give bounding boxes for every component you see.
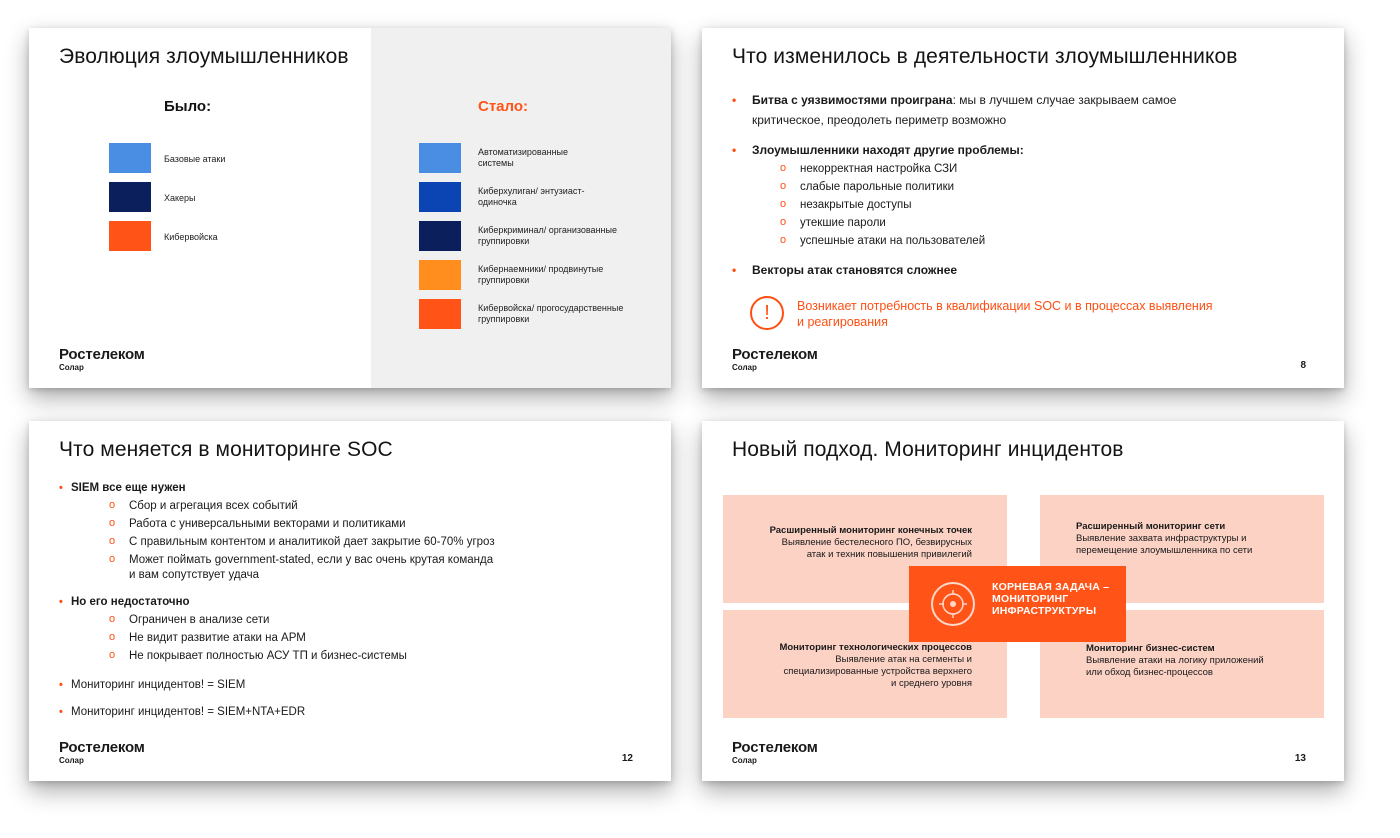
sub-item: o Работа с универсальными векторами и политиками <box>59 517 659 532</box>
quadrant-line: Выявление захвата инфраструктуры и <box>1076 533 1247 544</box>
quadrant-line: перемещение злоумышленника по сети <box>1076 545 1253 556</box>
legend-swatch <box>109 182 151 212</box>
quadrant-line: или обход бизнес-процессов <box>1086 667 1213 678</box>
legend-label: Кибернаемники/ продвинутые группировки <box>478 264 604 285</box>
legend-label: Базовые атаки <box>164 154 226 164</box>
monitoring-icon <box>931 582 975 626</box>
quadrant-text <box>770 525 972 561</box>
logo-sub: Солар <box>59 363 84 372</box>
root-task-text <box>992 581 1109 617</box>
bullet-text: критическое, преодолеть периметр возможно <box>752 113 1007 127</box>
slide-attacker-changes[interactable] <box>702 28 1344 388</box>
slide-title: Что изменилось в деятельности злоумышленников <box>732 45 1238 68</box>
sub-item: o незакрытые доступы <box>732 196 1292 214</box>
sub-item: o Ограничен в анализе сети <box>59 613 659 628</box>
page-number: 13 <box>1294 753 1306 764</box>
bullet-item: • Но его недостаточно <box>59 595 659 610</box>
slide-title: Что меняется в мониторинге SOC <box>59 438 393 461</box>
bullet-continuation <box>732 110 1292 130</box>
quadrant-line: Выявление атаки на логику приложений <box>1086 655 1264 666</box>
root-task-box <box>909 566 1126 642</box>
logo-sub: Солар <box>59 756 84 765</box>
root-task-line: КОРНЕВАЯ ЗАДАЧА – <box>992 581 1110 593</box>
legend-label: Киберкриминал/ организованные группировки <box>478 225 617 246</box>
bullet-list <box>59 481 659 720</box>
legend-swatch <box>109 221 151 251</box>
quadrant-text <box>1076 521 1252 557</box>
legend-swatch <box>419 182 461 212</box>
legend-swatch <box>109 143 151 173</box>
sub-item-continuation: и вам сопутствует удача <box>129 569 260 581</box>
logo-sub: Солар <box>732 756 757 765</box>
sub-item: o слабые парольные политики <box>732 178 1292 196</box>
bullet-text: : мы в лучшем случае закрываем самое <box>952 93 1177 107</box>
slide-title: Новый подход. Мониторинг инцидентов <box>732 438 1124 461</box>
legend-label: Кибервойска/ прогосударственные группировки <box>478 303 624 324</box>
rostelecom-logo <box>732 740 818 765</box>
quadrant-line: специализированные устройства верхнего <box>783 666 972 677</box>
legend-label: Киберхулиган/ энтузиаст-одиночка <box>478 186 585 207</box>
root-task-line: МОНИТОРИНГ <box>992 593 1069 605</box>
legend-swatch <box>419 143 461 173</box>
sub-item: o успешные атаки на пользователей <box>732 232 1292 250</box>
rostelecom-logo <box>59 740 145 765</box>
bullet-bold: Битва с уязвимостями проиграна <box>752 93 953 107</box>
sub-item: o Не видит развитие атаки на АРМ <box>59 631 659 646</box>
slide-evolution[interactable] <box>29 28 671 388</box>
legend-swatch <box>419 299 461 329</box>
quadrant-text <box>1086 643 1264 679</box>
root-task-line: ИНФРАСТРУКТУРЫ <box>992 605 1097 617</box>
slide-title: Эволюция злоумышленников <box>59 45 349 68</box>
quadrant-line: Выявление атак на сегменты и <box>835 654 972 665</box>
warning-text <box>797 298 1267 330</box>
warning-line: Возникает потребность в квалификации SOC и в процессах выявления <box>797 299 1213 313</box>
quadrant-title: Мониторинг технологических процессов <box>779 642 972 653</box>
logo-main: Ростелеком <box>732 346 818 363</box>
bullet-item: • Мониторинг инцидентов! = SIEM <box>59 678 659 693</box>
sub-item: o Может поймать government-stated, если у вас очень крутая команда <box>59 553 659 568</box>
bullet-item: • SIEM все еще нужен <box>59 481 659 496</box>
rostelecom-logo <box>59 347 145 372</box>
legend-swatch <box>419 221 461 251</box>
bullet-item: • Мониторинг инцидентов! = SIEM+NTA+EDR <box>59 705 659 720</box>
legend-label: Хакеры <box>164 193 196 203</box>
logo-sub: Солар <box>732 363 757 372</box>
logo-main: Ростелеком <box>732 739 818 756</box>
legend-label: Автоматизированные системы <box>478 147 569 168</box>
after-heading: Стало: <box>478 98 529 115</box>
quadrant-title: Расширенный мониторинг конечных точек <box>769 525 972 536</box>
quadrant-text <box>779 642 972 690</box>
legend-label: Кибервойска <box>164 232 218 242</box>
after-panel <box>371 28 671 388</box>
page-number: 12 <box>621 753 633 764</box>
before-heading: Было: <box>164 98 212 115</box>
quadrant-line: Выявление бестелесного ПО, безвирусных <box>781 537 972 548</box>
bullet-list <box>732 90 1292 280</box>
bullet-item <box>732 90 1292 110</box>
page-number: 8 <box>1300 360 1306 371</box>
slide-soc-monitoring[interactable] <box>29 421 671 781</box>
logo-main: Ростелеком <box>59 739 145 756</box>
warning-line: и реагирования <box>797 315 888 329</box>
warning-icon: ! <box>750 296 784 330</box>
sub-item: o утекшие пароли <box>732 214 1292 232</box>
sub-item: o Не покрывает полностью АСУ ТП и бизнес-системы <box>59 649 659 664</box>
logo-main: Ростелеком <box>59 346 145 363</box>
bullet-item: • Векторы атак становятся сложнее <box>732 260 1292 280</box>
quadrant-line: и среднего уровня <box>891 678 972 689</box>
sub-item: o С правильным контентом и аналитикой дает закрытие 60-70% угроз <box>59 535 659 550</box>
bullet-item: • Злоумышленники находят другие проблемы: <box>732 140 1292 160</box>
sub-item: o некорректная настройка СЗИ <box>732 160 1292 178</box>
legend-swatch <box>419 260 461 290</box>
slide-new-approach[interactable] <box>702 421 1344 781</box>
rostelecom-logo <box>732 347 818 372</box>
quadrant-line: атак и техник повышения привилегий <box>806 549 972 560</box>
quadrant-title: Мониторинг бизнес-систем <box>1086 643 1215 654</box>
sub-item: o Сбор и агрегация всех событий <box>59 499 659 514</box>
monitoring-icon-graphic <box>933 584 973 624</box>
quadrant-title: Расширенный мониторинг сети <box>1076 521 1226 532</box>
